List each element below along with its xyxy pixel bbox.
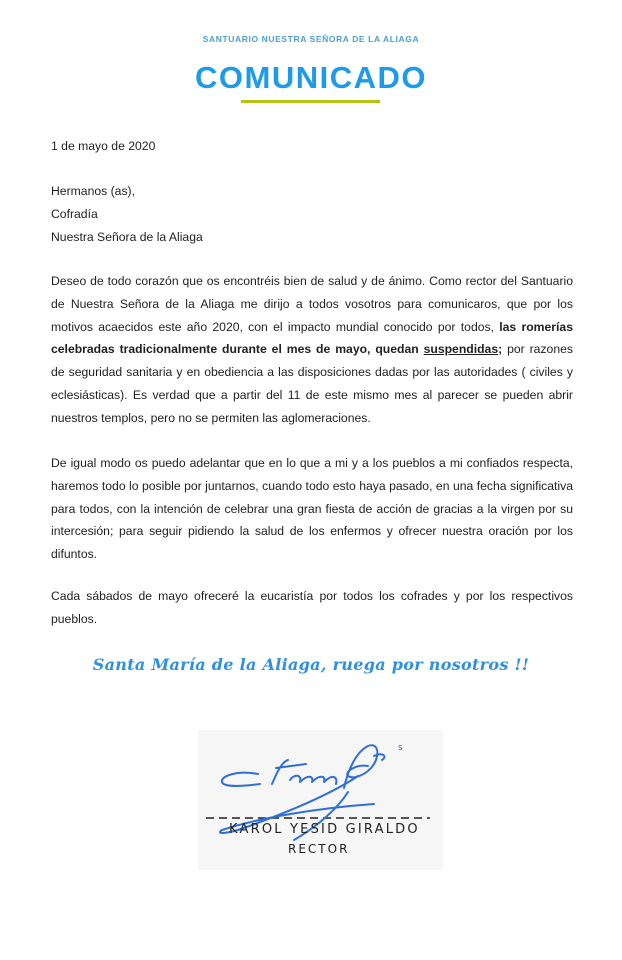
sanctuary-header: SANTUARIO NUESTRA SEÑORA DE LA ALIAGA <box>202 34 420 44</box>
signature-mark: s <box>398 743 403 753</box>
greeting-block <box>51 180 573 248</box>
greeting-line: Nuestra Señora de la Aliaga <box>51 229 203 244</box>
paragraph-1-rest: por razones de seguridad sanitaria y en obediencia a las disposiciones dadas por las autoridades ( civiles y eclesiásticas). Es verdad que a partir del 11 de este mismo mes al parecer se pueden abrir nuestros templos, pero no se permiten las aglomeraciones. <box>51 342 573 425</box>
paragraph-2: De igual modo os puedo adelantar que en lo que a mi y a los pueblos a mi confiados respecta, haremos todo lo posible por juntarnos, cuando todo esto haya pasado, en una fecha significativa para todos, con la intención de celebrar una gran fiesta de acción de gracias a la virgen por su intercesión; para seguir pidiendo la salud de los enfermos y ofrecer nuestra oración por los difuntos. <box>51 456 573 562</box>
paragraph-1 <box>51 270 573 430</box>
greeting-line: Hermanos (as), <box>51 184 135 198</box>
paragraph-1-semicolon: ; <box>498 342 503 357</box>
page-title: COMUNICADO <box>195 60 427 95</box>
paragraph-1-underlined: suspendidas <box>423 342 499 357</box>
paragraph-3: Cada sábados de mayo ofreceré la eucaristía por todos los cofrades y por los respectivos pueblos. <box>51 589 573 626</box>
title-underline <box>241 100 380 103</box>
letter-date: 1 de mayo de 2020 <box>51 139 156 153</box>
paragraph-1-intro: Deseo de todo corazón que os encontréis bien de salud y de ánimo. Como rector del Santuario de Nuestra Señora de la Aliaga me dirijo a todos vosotros para comunicaros, que por los motivos acaecidos este año 2020, con el impacto mundial conocido por todos, <box>51 274 573 334</box>
signer-role: RECTOR <box>288 842 350 856</box>
paragraph-1-bold: las romerías celebradas tradicionalmente durante el mes de mayo, quedan <box>51 319 573 357</box>
blessing-line: Santa María de la Aliaga, ruega por nosotros !! <box>92 655 530 674</box>
greeting-line: Cofradía <box>51 206 98 221</box>
signer-name: KAROL YESID GIRALDO <box>229 822 420 837</box>
